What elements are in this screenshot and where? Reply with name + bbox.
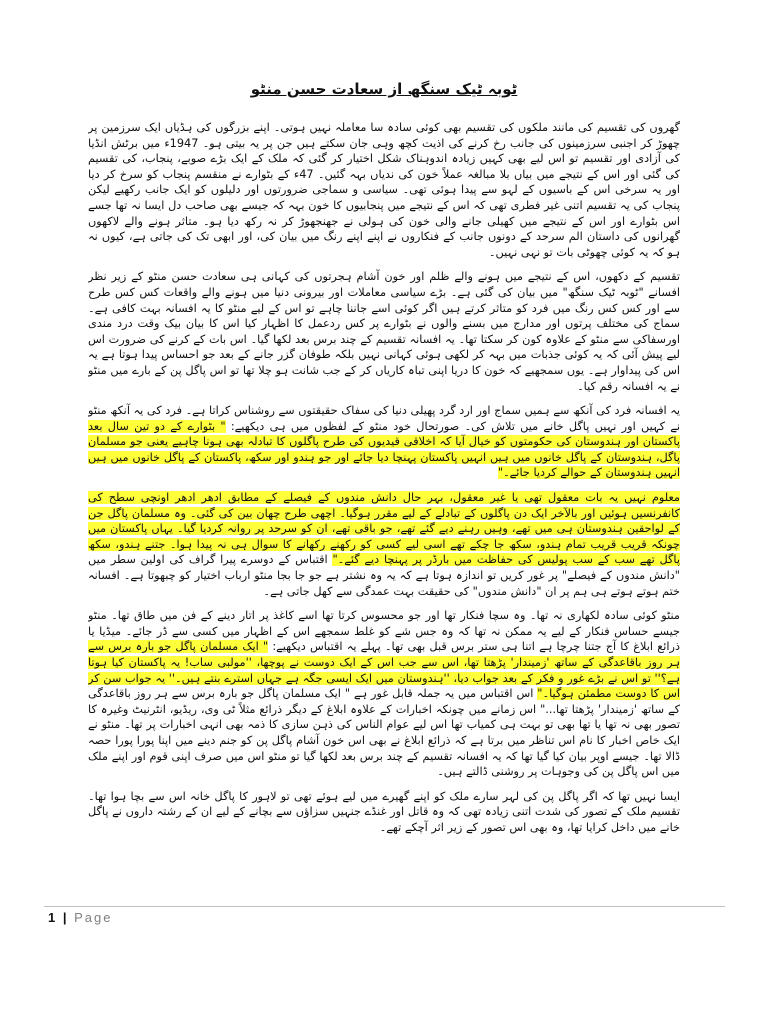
body-paragraph (88, 789, 680, 836)
document-body (88, 120, 680, 890)
page-label: Page (74, 910, 113, 925)
body-paragraph (88, 608, 680, 780)
paragraph-text: منٹو کوئی سادہ لکھاری نہ تھا۔ وہ سچا فنکار تھا اور جو محسوس کرتا تھا اسے کاغذ پر اتار دینے کے فن میں طاق تھا۔ منٹو جیسے حساس فنکار کے لیے یہ ممکن نہ تھا کہ وہ جس شے کو غلط سمجھے اس کے اظہار میں کسی سے ڈر جائے۔ میڈیا یا ذرائع ابلاغ کا آج جتنا چرچا ہے اتنا ہی ستر برس قبل بھی تھا۔ پہلے یہ اقتباس دیکھیے: (88, 609, 680, 654)
body-paragraph (88, 490, 680, 599)
page-number: 1 (48, 910, 56, 925)
paragraph-text: اس اقتباس میں یہ جملہ قابل غور ہے " ایک مسلمان پاگل جو بارہ برس سے ہر روز باقاعدگی کے ساتھ 'زمیندار' پڑھتا تھا..." اس زمانے میں چونکہ اخبارات کے علاوہ ابلاغ کے دیگر ذرائع مثلاً ٹی وی، ریڈیو، انٹرنیٹ وغیرہ کا تصور بھی نہ تھا یا تھا بھی تو بہت ہی کمیاب تھا اس لیے عوام الناس کی ذہن سازی کا ذمہ بھی انہی اخبارات پر تھا۔ منٹو نے ایک خاص اخبار کا نام اس تناظر میں برتا ہے کہ ذرائع ابلاغ نے بھی اس خون آشام پاگل پن کو جنم دینے میں اپنا پورا پورا حصہ ڈالا تھا۔ جیسے اوپر بیان کیا گیا تھا کہ یہ افسانہ تقسیم کے چند برس بعد لکھا گیا تو منٹو اس میں صرف اپنی قوم اور اپنے ملک میں اس پاگل پن کی وجوہات پر روشنی ڈالتے ہیں۔ (88, 687, 680, 779)
document-title: ٹوبہ ٹیک سنگھ از سعادت حسن منٹو (250, 80, 518, 98)
paragraph-text: ایسا نہیں تھا کہ اگر پاگل پن کی لہر سارے ملک کو اپنے گھیرے میں لیے ہوئے تھی تو لاہور کا پاگل خانہ اس سے بچا ہوا تھا۔ تقسیم ملک کے تصور کی شدت اتنی زیادہ تھی کہ وہ قاتل اور غنڈے جنہیں سزاؤں سے بچانے کے لیے ان کے رشتہ داروں نے پاگل خانے میں داخل کرایا تھا، وہ بھی اس تصور کے زیر اثر آچکے تھے۔ (88, 789, 680, 834)
footer-divider (44, 906, 725, 907)
paragraph-text: گھروں کی تقسیم کی مانند ملکوں کی تقسیم بھی کوئی سادہ سا معاملہ نہیں ہوتی۔ اپنے بزرگوں کی ہڈیاں ایک سرزمین پر چھوڑ کر اجنبی سرزمینوں کی جانب رخ کرنے کی اذیت کچھ وہی جان سکتے ہیں جن پر یہ بیتی ہو۔ 1947ء میں برٹش انڈیا کی آزادی اور تقسیم تو اس لیے بھی کہیں زیادہ اندوہناک شکل اختیار کر گئی کہ ملک کے ایک بڑے صوبے، پنجاب، کی تقسیم کی گئی اور اس کے نتیجے میں بیاں بلا مبالغہ عملاً خون کی ندیاں بہہ گئیں۔ 47ء کے بٹوارے نے منقسم پنجاب کو سرخ کر دیا اور یہ سرخی اس کے باسیوں کے لہو سے پیدا ہوئی تھی۔ سیاسی و سماجی ضرورتوں اور دلیلوں کو ایک جانب رکھیے لیکن پنجاب کی یہ تقسیم اتنی غیر فطری تھی کہ اس کے نتیجے میں پنجابیوں کا خون بہہ کہ جیسے بھی صاحب دل ایسا نہ تھا جسے اس بٹوارے اور اس کے نتیجے میں کھیلی جانے والی خون کی ہولی نے جھنجھوڑ کر نہ رکھ دیا ہو۔ متاثر ہونے والے لاکھوں گھرانوں کی داستان الم سرحد کے دونوں جانب کے فنکاروں نے اپنے اپنے رنگ میں بیان کی، اور ابھی تک کی جاتی ہے، کیوں نہ ہو کہ یہ کوئی چھوٹی بات تو نہی نہیں۔ (88, 121, 680, 259)
page-footer (48, 910, 113, 925)
body-paragraph (88, 120, 680, 260)
paragraph-text: اقتباس کے دوسرے پیرا گراف کی اولین سطر میں "دانش مندوں کے فیصلے" پر غور کریں تو اندازہ ہوتا ہے کہ یہ وہ نشتر ہے جو جا بجا منٹو ارباب اختیار کو چبھوتا ہے۔ افسانہ ختم ہوتے ہوتے ہی ہم پر ان "دانش مندوں" کی حقیقت بہت عمدگی سے کھل جاتی ہے۔ (88, 553, 680, 598)
paragraph-text: تقسیم کے دکھوں، اس کے نتیجے میں ہونے والے ظلم اور خون آشام ہجرتوں کی کہانی ہی سعادت حسن منٹو کے زیر نظر افسانے "ٹوبہ ٹیک سنگھ" میں بیان کی گئی ہے۔ بڑے سیاسی معاملات اور بیرونی دنیا میں ہونے والے واقعات کس کس طرح سے اور کس کس رنگ میں فرد کو متاثر کرتے ہیں اگر کوئی اسے جاننا چاہے تو اس کے لیے منٹو کا یہ افسانہ بہت کافی ہے۔ سماج کی مختلف پرتوں اور مدارج میں بسنے والوں نے بٹوارے پر کس ردعمل کا اظہار کیا اس کا بیان بیک وقت درد مندی اورسفاکی سے منٹو کے علاوہ کون کر سکتا تھا۔ یہ افسانہ تقسیم کے چند برس بعد لکھا گیا۔ اس بات کے کرنے کی ضرورت اس لیے پیش آئی کہ یہ کوئی جذبات میں بہہ کر لکھی ہوئی کہانی نہیں بلکہ طوفان گزر جانے کے بعد جو احساس پیدا ہوتا ہے یہ اس کی پیداوار ہے۔ یوں سمجھیے کہ خون کا دریا اپنی تباہ کاریاں کر کے جب شانت ہو چلا تھا تو اس پاگل پن کے بارے میں منٹو نے یہ افسانہ رقم کیا۔ (88, 270, 680, 393)
highlighted-quote: " بٹوارے کے دو تین سال بعد پاکستان اور ہندوستان کی حکومتوں کو خیال آیا کہ اخلاقی قیدیوں کی طرح پاگلوں کا تبادلہ بھی ہونا چاہیے یعنی جو مسلمان پاگل، ہندوستان کے پاگل خانوں میں ہیں انہیں پاکستان پہنچا دیا جائے اور جو ہندو اور سکھ، پاکستان کے پاگل خانوں میں ہیں انہیں ہندوستان کے حوالے کردیا جائے۔" (88, 419, 680, 480)
highlighted-quote: معلوم نہیں یہ بات معقول تھی یا غیر معقول، بہر حال دانش مندوں کے فیصلے کے مطابق ادھر ادھر اونچی سطح کی کانفرنسیں ہوئیں اور بالآخر ایک دن پاگلوں کے تبادلے کے لیے مقرر ہوگیا۔ اچھی طرح چھان بین کی گئی۔ وہ مسلمان پاگل جن کے لواحقین ہندوستان ہی میں تھے، وہیں رہنے دیے گئے تھے، جو باقی تھے، ان کو سرحد پر روانہ کردیا گیا۔ یہاں پاکستان میں چونکہ قریب قریب تمام ہندو، سکھ جا چکے تھے اسی لیے کسی کو رکھنے رکھانے کا سوال ہی نہ پیدا ہوا۔ جتنے ہندو، سکھ پاگل تھے سب کے سب پولیس کی حفاظت میں بارڈر پر پہنچا دیے گئے۔" (88, 491, 680, 567)
body-paragraph (88, 269, 680, 394)
page-separator: | (62, 910, 67, 925)
body-paragraph (88, 403, 680, 481)
paragraph-text: یہ افسانہ فرد کی آنکھ سے ہمیں سماج اور ارد گرد پھیلی دنیا کی سفاک حقیقتوں سے روشناس کراتا ہے۔ فرد کی یہ آنکھ منٹو نے کہیں اور نہیں پاگل خانے میں تلاش کی۔ صورتحال خود منٹو کے لفظوں میں ہی دیکھیے: (88, 404, 680, 433)
highlighted-quote: " ایک مسلمان پاگل جو بارہ برس سے ہر روز باقاعدگی کے ساتھ 'زمیندار' پڑھتا تھا، اس سے جب اس کے ایک دوست نے پوچھا، ''مولبی ساب! یہ پاکستان کیا ہوتا ہے؟'' تو اس نے بڑے غور و فکر کے بعد جواب دیا، ''ہندوستان میں ایک ایسی جگہ ہے جہاں استرے بنتے ہیں۔'' یہ جواب سن کر اس کا دوست مطمئن ہوگیا۔" (88, 640, 680, 701)
